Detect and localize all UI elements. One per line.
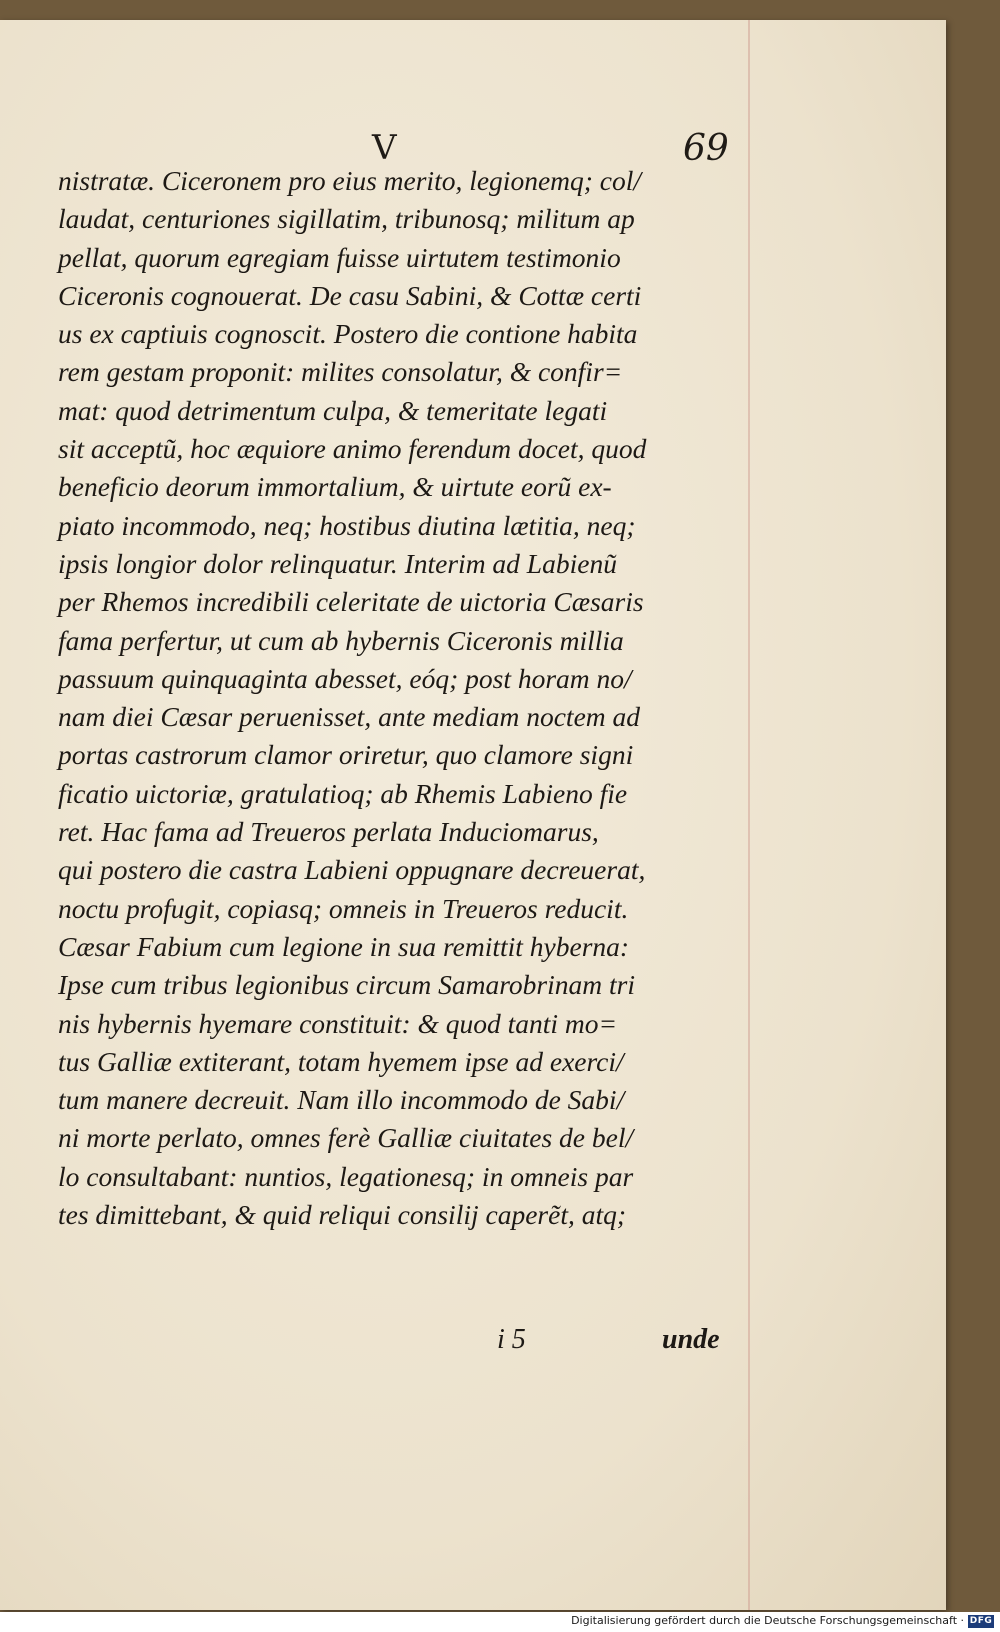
text-line: portas castrorum clamor oriretur, quo clamore signi <box>58 739 634 771</box>
folio-number: 69 <box>683 128 729 169</box>
page-header <box>0 108 946 168</box>
body-text <box>58 162 743 1234</box>
dfg-logo-icon: DFG <box>969 1616 993 1626</box>
catchword: unde <box>662 1324 720 1355</box>
footer-strip <box>0 1612 1000 1632</box>
text-line: nam diei Cæsar peruenisset, ante mediam noctem ad <box>58 701 641 733</box>
text-line: Ciceronis cognouerat. De casu Sabini, & Cottæ certi <box>58 279 642 311</box>
funding-credit: Digitalisierung gefördert durch die Deutsche Forschungsgemeinschaft · <box>571 1614 964 1627</box>
text-line: nis hybernis hyemare constituit: & quod tanti mo= <box>58 1007 618 1039</box>
text-line: pellat, quorum egregiam fuisse uirtutem testimonio <box>58 241 621 273</box>
signature-mark: i 5 <box>497 1324 526 1355</box>
text-line: ficatio uictoriæ, gratulatioq; ab Rhemis Labieno fie <box>58 777 628 809</box>
text-line: ni morte perlato, omnes ferè Galliæ ciuitates de bel/ <box>58 1122 634 1154</box>
text-line: ret. Hac fama ad Treueros perlata Induciomarus, <box>58 816 599 848</box>
text-line: fama perfertur, ut cum ab hybernis Ciceronis millia <box>58 624 624 656</box>
text-line: Cæsar Fabium cum legione in sua remittit hyberna: <box>58 930 630 962</box>
text-line: Ipse cum tribus legionibus circum Samarobrinam tri <box>58 969 635 1001</box>
text-line: qui postero die castra Labieni oppugnare decreuerat, <box>58 854 646 886</box>
text-line: tum manere decreuit. Nam illo incommodo de Sabi/ <box>58 1084 625 1116</box>
text-line: laudat, centuriones sigillatim, tribunosq; militum ap <box>58 203 635 235</box>
text-line: beneficio deorum immortalium, & uirtute eorũ ex- <box>58 471 612 503</box>
text-line: rem gestam proponit: milites consolatur, & confir= <box>58 356 623 388</box>
text-line: nistratæ. Ciceronem pro eius merito, legionemq; col/ <box>58 165 642 196</box>
text-line: mat: quod detrimentum culpa, & temeritate legati <box>58 394 608 426</box>
text-line: sit acceptũ, hoc æquiore animo ferendum docet, quod <box>58 433 647 465</box>
text-line: us ex captiuis cognoscit. Postero die contione habita <box>58 318 638 350</box>
text-line: lo consultabant: nuntios, legationesq; in omneis par <box>58 1160 634 1192</box>
page-fold-line <box>748 20 750 1610</box>
text-line: noctu profugit, copiasq; omneis in Treueros reducit. <box>58 892 629 924</box>
text-line: per Rhemos incredibili celeritate de uictoria Cæsaris <box>58 586 644 618</box>
book-page <box>0 20 946 1610</box>
gathering-signature: V <box>372 128 397 168</box>
catchline <box>0 1324 946 1364</box>
text-line: ipsis longior dolor relinquatur. Interim ad Labienũ <box>58 547 617 579</box>
text-line: tes dimittebant, & quid reliqui consilij caperẽt, atq; <box>58 1199 627 1231</box>
text-line: passuum quinquaginta abesset, eóq; post horam no/ <box>58 662 632 694</box>
text-line: piato incommodo, neq; hostibus diutina lætitia, neq; <box>58 509 636 541</box>
text-line: tus Galliæ extiterant, totam hyemem ipse ad exerci/ <box>58 1045 624 1077</box>
